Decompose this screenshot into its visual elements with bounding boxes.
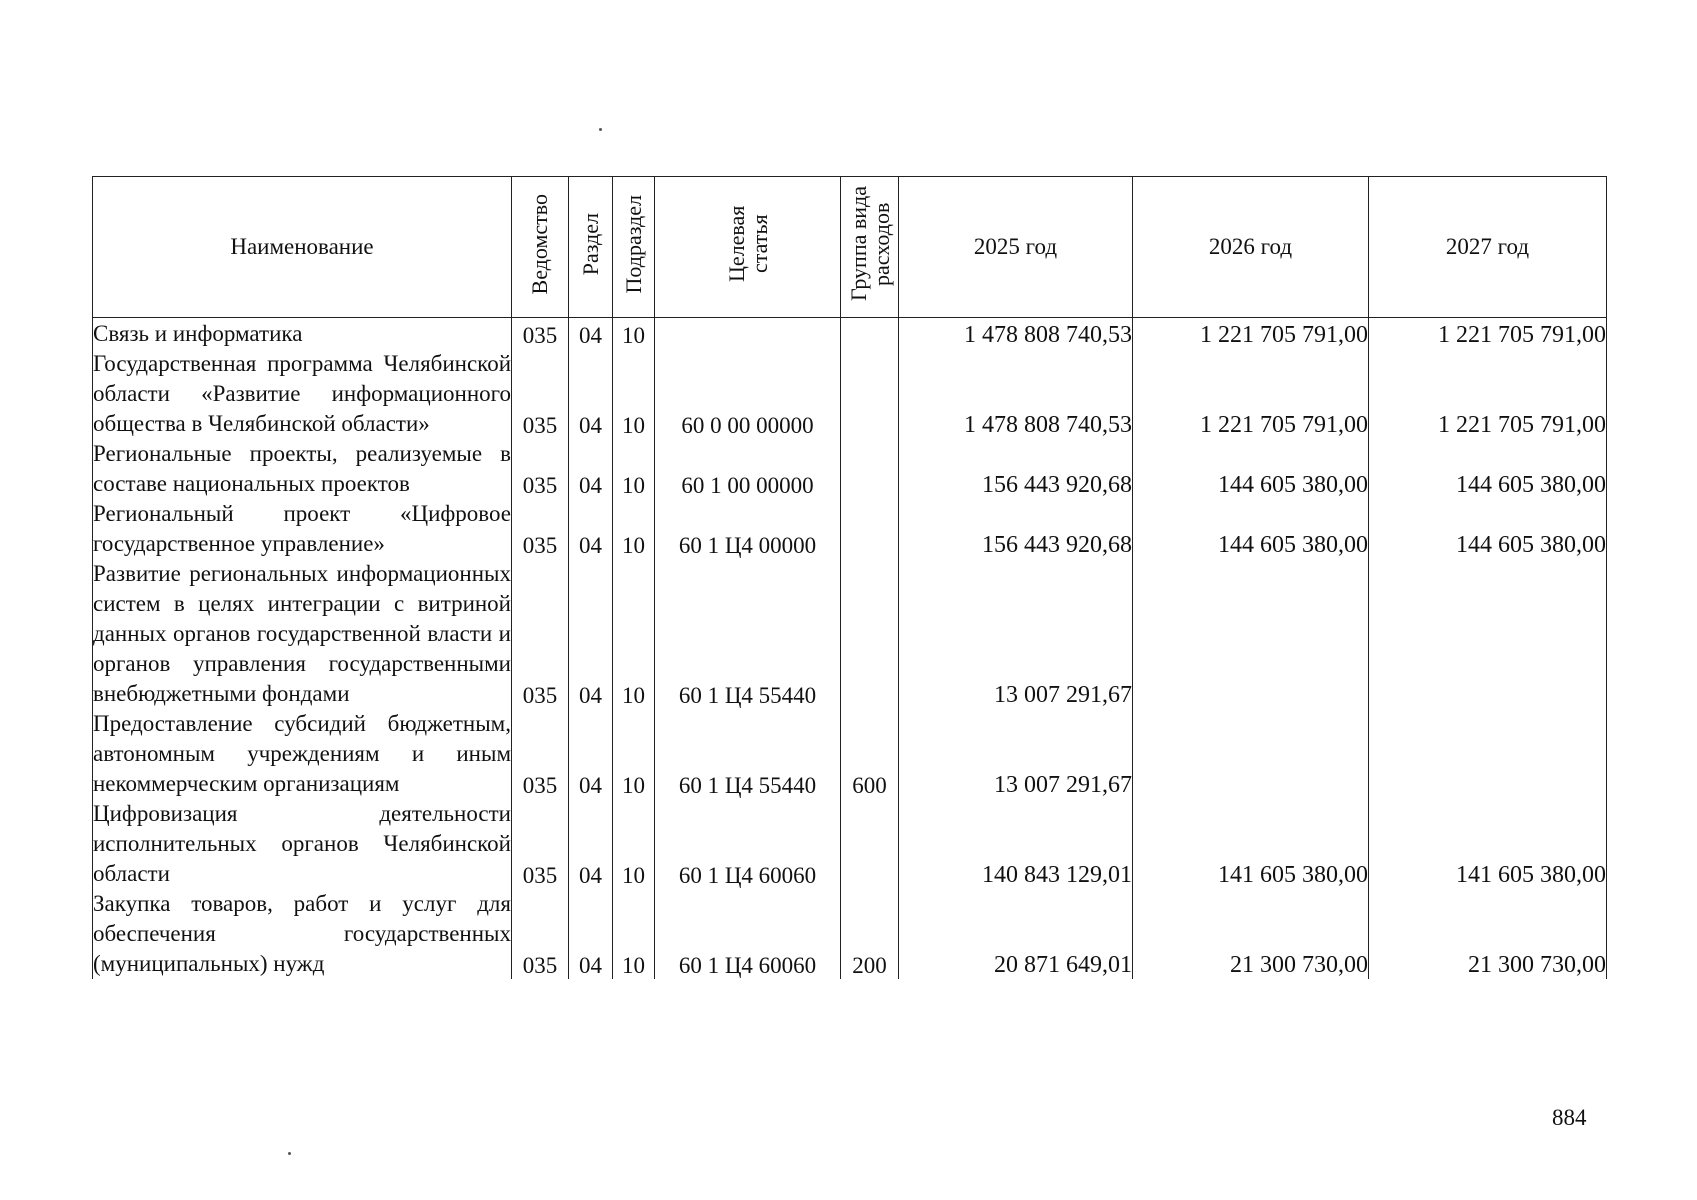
- row-section: 04: [569, 349, 613, 439]
- row-name: Закупка товаров, работ и услуг для обеспечения государственных (муниципальных) нужд: [93, 889, 512, 979]
- row-subsection: 10: [613, 349, 655, 439]
- row-2027: 141 605 380,00: [1369, 799, 1607, 889]
- row-dept: 035: [512, 889, 569, 979]
- row-dept: 035: [512, 799, 569, 889]
- row-2025: 1 478 808 740,53: [899, 318, 1133, 349]
- table-body: [93, 318, 1607, 979]
- row-2025: 20 871 649,01: [899, 889, 1133, 979]
- row-section: 04: [569, 439, 613, 499]
- table-row: [93, 499, 1607, 559]
- table-row: [93, 889, 1607, 979]
- row-target: [655, 318, 841, 349]
- row-2027: 144 605 380,00: [1369, 499, 1607, 559]
- row-name: Цифровизация деятельности исполнительных органов Челябинской области: [93, 799, 512, 889]
- row-section: 04: [569, 889, 613, 979]
- row-2027: 1 221 705 791,00: [1369, 318, 1607, 349]
- row-2025: 156 443 920,68: [899, 499, 1133, 559]
- row-subsection: 10: [613, 318, 655, 349]
- table-row: [93, 559, 1607, 709]
- row-group: [841, 349, 899, 439]
- row-2026: 144 605 380,00: [1133, 499, 1369, 559]
- scan-speck: [599, 128, 602, 131]
- budget-table: [92, 176, 1607, 979]
- row-section: 04: [569, 709, 613, 799]
- header-section: Раздел: [569, 177, 613, 318]
- row-subsection: 10: [613, 709, 655, 799]
- scan-speck: [288, 1152, 291, 1155]
- row-2025: 156 443 920,68: [899, 439, 1133, 499]
- row-name: Связь и информатика: [93, 318, 512, 349]
- row-group: [841, 439, 899, 499]
- header-2027: 2027 год: [1369, 177, 1607, 318]
- header-expense-group: Группа вида расходов: [841, 177, 899, 318]
- table-row: [93, 799, 1607, 889]
- table-row: [93, 349, 1607, 439]
- row-2025: 13 007 291,67: [899, 559, 1133, 709]
- row-target: 60 1 Ц4 55440: [655, 709, 841, 799]
- row-section: 04: [569, 499, 613, 559]
- row-2026: 1 221 705 791,00: [1133, 318, 1369, 349]
- header-dept: Ведомство: [512, 177, 569, 318]
- header-2025: 2025 год: [899, 177, 1133, 318]
- header-target: Целевая статья: [655, 177, 841, 318]
- row-2027: [1369, 709, 1607, 799]
- header-subsection: Подраздел: [613, 177, 655, 318]
- row-subsection: 10: [613, 889, 655, 979]
- row-2026: [1133, 709, 1369, 799]
- row-subsection: 10: [613, 559, 655, 709]
- row-name: Государственная программа Челябинской области «Развитие информационного общества в Челябинской области»: [93, 349, 512, 439]
- row-section: 04: [569, 799, 613, 889]
- row-target: 60 1 00 00000: [655, 439, 841, 499]
- row-subsection: 10: [613, 439, 655, 499]
- row-2027: 21 300 730,00: [1369, 889, 1607, 979]
- row-2026: 1 221 705 791,00: [1133, 349, 1369, 439]
- row-2027: 144 605 380,00: [1369, 439, 1607, 499]
- row-dept: 035: [512, 349, 569, 439]
- table-row: [93, 709, 1607, 799]
- row-name: Региональный проект «Цифровое государственное управление»: [93, 499, 512, 559]
- table-row: [93, 439, 1607, 499]
- row-dept: 035: [512, 559, 569, 709]
- row-dept: 035: [512, 439, 569, 499]
- row-dept: 035: [512, 499, 569, 559]
- row-subsection: 10: [613, 799, 655, 889]
- row-group: [841, 318, 899, 349]
- header-2026: 2026 год: [1133, 177, 1369, 318]
- row-target: 60 1 Ц4 60060: [655, 889, 841, 979]
- table-row: [93, 318, 1607, 349]
- row-target: 60 1 Ц4 00000: [655, 499, 841, 559]
- row-2026: 21 300 730,00: [1133, 889, 1369, 979]
- row-name: Предоставление субсидий бюджетным, автономным учреждениям и иным некоммерческим организациям: [93, 709, 512, 799]
- row-2026: [1133, 559, 1369, 709]
- row-name: Развитие региональных информационных систем в целях интеграции с витриной данных органов государственной власти и органов управления государственными внебюджетными фондами: [93, 559, 512, 709]
- row-group: [841, 499, 899, 559]
- row-2025: 1 478 808 740,53: [899, 349, 1133, 439]
- row-group: 600: [841, 709, 899, 799]
- table-header: [93, 177, 1607, 318]
- row-2027: 1 221 705 791,00: [1369, 349, 1607, 439]
- row-group: [841, 799, 899, 889]
- row-section: 04: [569, 559, 613, 709]
- header-name: Наименование: [93, 177, 512, 318]
- row-2026: 144 605 380,00: [1133, 439, 1369, 499]
- row-2025: 13 007 291,67: [899, 709, 1133, 799]
- row-target: 60 1 Ц4 55440: [655, 559, 841, 709]
- row-dept: 035: [512, 318, 569, 349]
- row-2026: 141 605 380,00: [1133, 799, 1369, 889]
- row-target: 60 1 Ц4 60060: [655, 799, 841, 889]
- row-group: [841, 559, 899, 709]
- row-target: 60 0 00 00000: [655, 349, 841, 439]
- row-2027: [1369, 559, 1607, 709]
- row-dept: 035: [512, 709, 569, 799]
- page-number: 884: [1552, 1105, 1587, 1130]
- row-section: 04: [569, 318, 613, 349]
- row-group: 200: [841, 889, 899, 979]
- row-2025: 140 843 129,01: [899, 799, 1133, 889]
- row-name: Региональные проекты, реализуемые в составе национальных проектов: [93, 439, 512, 499]
- row-subsection: 10: [613, 499, 655, 559]
